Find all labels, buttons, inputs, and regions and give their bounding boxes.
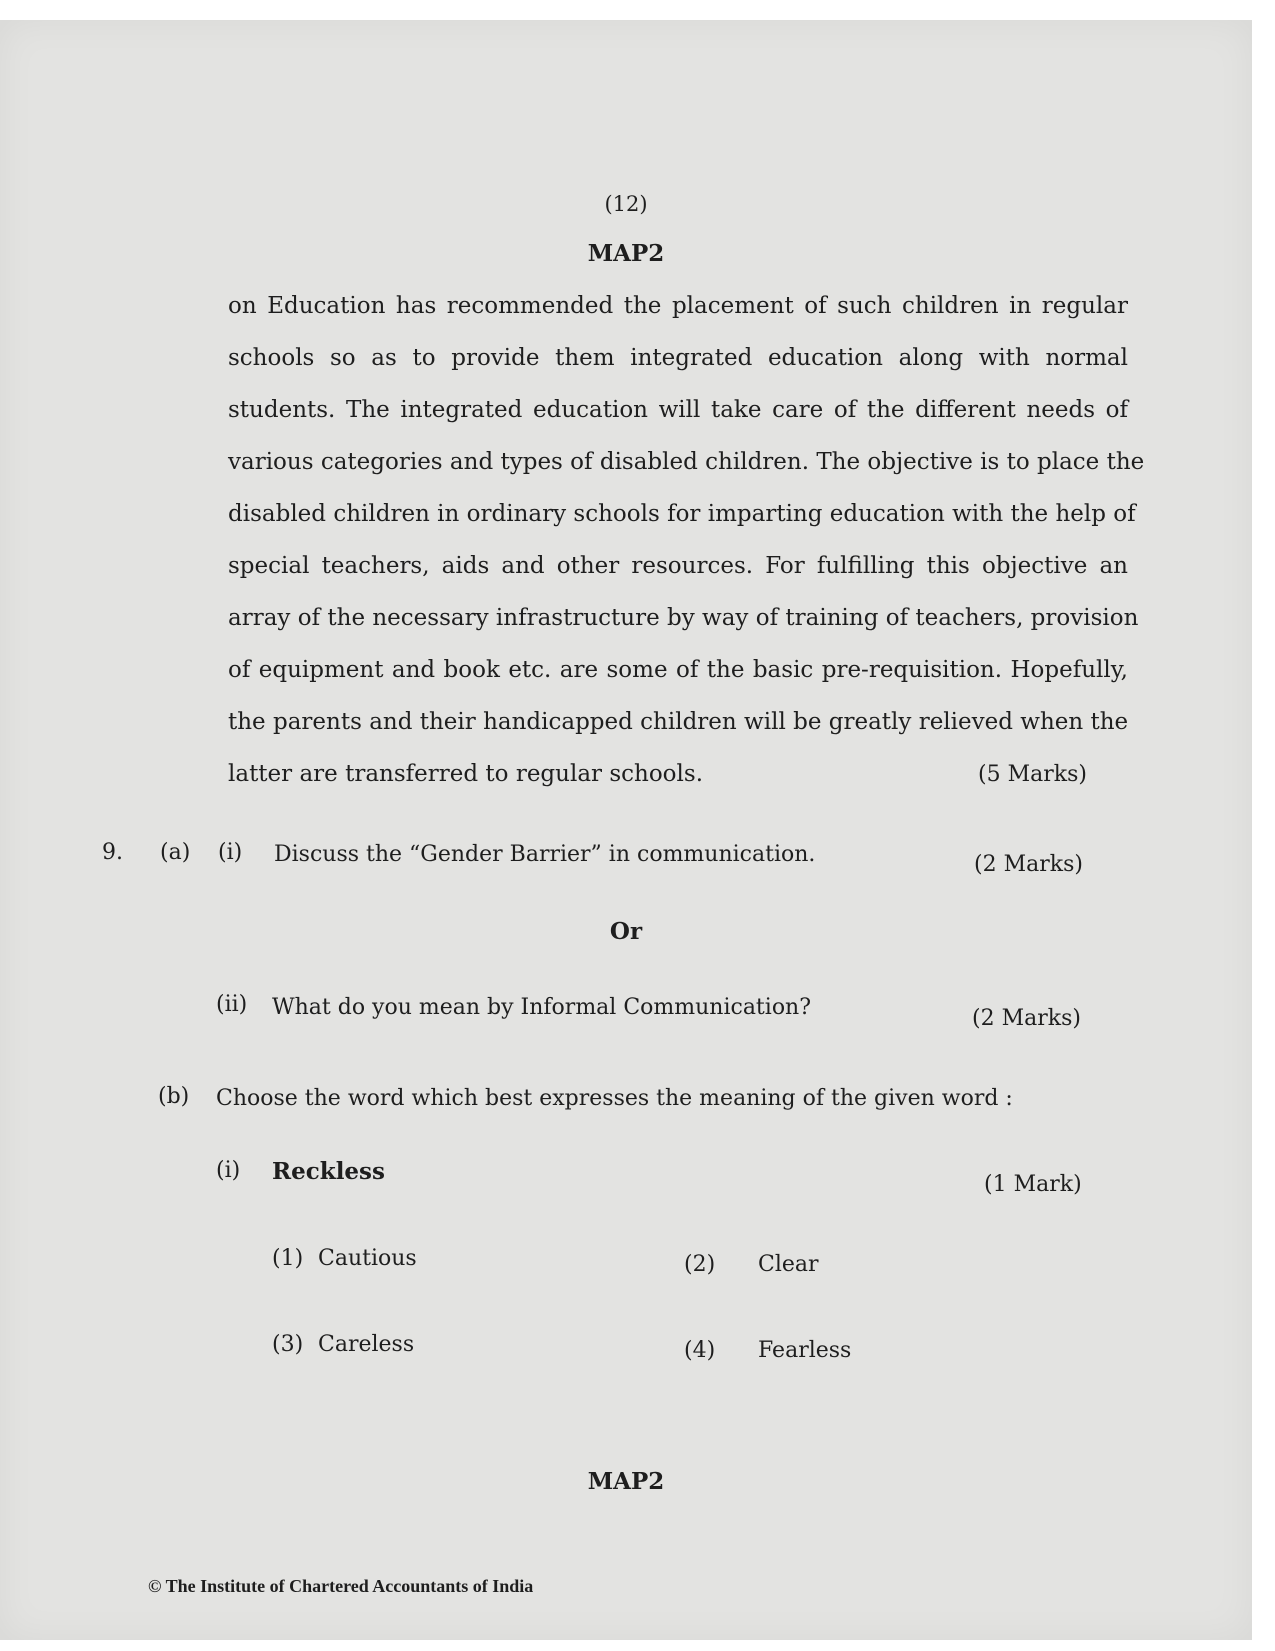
option-2-number: (2) [684, 1252, 716, 1277]
subpart-i-label: (i) [218, 840, 243, 865]
part-b-label: (b) [158, 1084, 190, 1109]
question-9b-text: Choose the word which best expresses the meaning of the given word : [216, 1086, 1013, 1111]
question-number: 9. [102, 840, 123, 865]
option-4-number: (4) [684, 1338, 716, 1363]
option-2-text: Clear [758, 1252, 819, 1277]
passage-line: on Education has recommended the placement of such children in regular [228, 293, 1128, 319]
part-a-label: (a) [160, 840, 191, 865]
passage-line: the parents and their handicapped children will be greatly relieved when the [228, 709, 1129, 735]
given-word: Reckless [272, 1158, 385, 1185]
question-9a-i-text: Discuss the “Gender Barrier” in communication. [274, 842, 816, 867]
paper-code-footer: MAP2 [587, 1468, 665, 1495]
or-separator: Or [609, 918, 643, 945]
passage-line: students. The integrated education will take care of the different needs of [228, 397, 1128, 423]
passage-last-line: latter are transferred to regular schools. [228, 761, 704, 787]
passage-line: array of the necessary infrastructure by way of training of teachers, provision [228, 605, 1139, 631]
page-number: (12) [604, 192, 648, 216]
option-1-number: (1) [272, 1246, 304, 1271]
subpart-ii-label: (ii) [216, 992, 248, 1017]
passage-line: of equipment and book etc. are some of the basic pre-requisition. Hopefully, [228, 657, 1128, 683]
passage-line: schools so as to provide them integrated education along with normal [228, 345, 1128, 371]
option-1-text: Cautious [318, 1246, 417, 1271]
question-9b-i-marks: (1 Mark) [984, 1172, 1082, 1197]
passage-line: disabled children in ordinary schools for imparting education with the help of [228, 501, 1136, 527]
passage-marks: (5 Marks) [978, 762, 1087, 787]
paper-code-header: MAP2 [587, 240, 665, 267]
copyright-notice: © The Institute of Chartered Accountants of India [148, 1576, 534, 1596]
question-9a-ii-text: What do you mean by Informal Communication? [272, 995, 812, 1020]
exam-page [0, 20, 1252, 1640]
option-3-number: (3) [272, 1332, 304, 1357]
passage-line: various categories and types of disabled children. The objective is to place the [228, 449, 1145, 475]
option-3-text: Careless [318, 1332, 415, 1357]
question-9a-i-marks: (2 Marks) [974, 852, 1083, 877]
option-4-text: Fearless [758, 1338, 852, 1363]
subpart-b-i-label: (i) [216, 1158, 241, 1183]
question-9a-ii-marks: (2 Marks) [972, 1006, 1081, 1031]
passage-line: special teachers, aids and other resources. For fulfilling this objective an [228, 553, 1128, 579]
